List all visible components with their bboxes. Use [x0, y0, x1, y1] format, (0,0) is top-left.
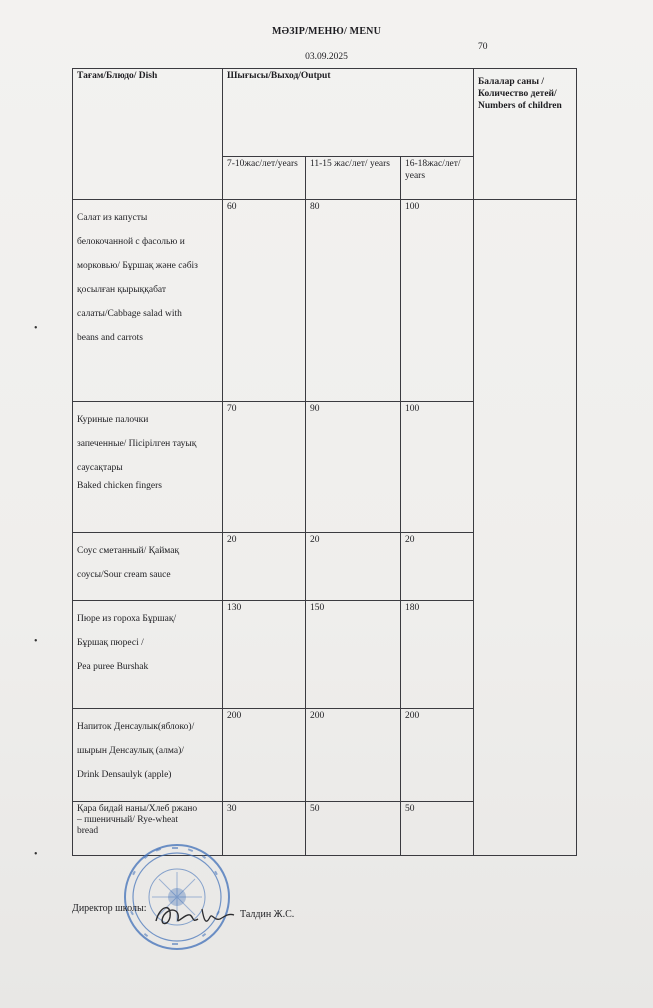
dish-line: Drink Densaulyk (apple) [77, 770, 172, 780]
output-16-18: 180 [401, 601, 474, 709]
document-date: 03.09.2025 [305, 52, 348, 62]
output-11-15: 90 [306, 402, 401, 533]
output-header: Шығысы/Выход/Output [223, 69, 474, 157]
dish-cell [73, 533, 223, 601]
dish-cell [73, 200, 223, 402]
output-7-10: 70 [223, 402, 306, 533]
dish-name [77, 535, 218, 587]
output-7-10: 30 [223, 802, 306, 856]
dish-cell [73, 601, 223, 709]
output-7-10: 60 [223, 200, 306, 402]
dish-line: bread [77, 826, 99, 836]
dish-line: белокочанной с фасолью и [77, 237, 185, 247]
margin-dot: • [34, 323, 38, 334]
output-11-15: 20 [306, 533, 401, 601]
dish-line: Салат из капусты [77, 213, 148, 223]
margin-dot: • [34, 636, 38, 647]
dish-line: beans and carrots [77, 333, 143, 343]
director-label: Директор школы: [72, 903, 147, 914]
output-7-10: 20 [223, 533, 306, 601]
document-title: МӘЗІР/МЕНЮ/ MENU [271, 26, 382, 37]
dish-line: Қара бидай наны/Хлеб ржано [77, 804, 198, 814]
table-row [73, 200, 577, 402]
dish-line: саусақтары [77, 463, 123, 473]
dish-line: шырын Денсаулық (алма)/ [77, 746, 184, 756]
dish-header: Тағам/Блюдо/ Dish [73, 69, 223, 200]
output-11-15: 80 [306, 200, 401, 402]
dish-line: соусы/Sour cream sauce [77, 570, 171, 580]
margin-dot: • [34, 849, 38, 860]
age-group-7-10: 7-10жас/лет/years [223, 157, 306, 200]
dish-line: Куриные палочки [77, 415, 149, 425]
dish-line: запеченные/ Пісірілген тауық [77, 439, 197, 449]
dish-line: Pea puree Burshak [77, 662, 149, 672]
output-16-18: 100 [401, 402, 474, 533]
table-header-row [73, 69, 577, 157]
director-signature-icon [150, 895, 240, 935]
dish-name [77, 711, 218, 787]
dish-cell [73, 709, 223, 802]
dish-line: Соус сметанный/ Қаймақ [77, 546, 180, 556]
output-16-18: 200 [401, 709, 474, 802]
output-11-15: 150 [306, 601, 401, 709]
dish-cell [73, 402, 223, 533]
dish-line: морковью/ Бұршақ және сәбіз [77, 261, 198, 271]
dish-line: Напиток Денсаулык(яблоко)/ [77, 722, 195, 732]
output-16-18: 100 [401, 200, 474, 402]
children-header-text: Балалар саны /Количество детей/ Numbers of children [478, 77, 562, 111]
dish-name [77, 202, 218, 350]
age-group-16-18: 16-18жас/лет/ years [401, 157, 474, 200]
dish-line: Baked chicken fingers [77, 481, 162, 491]
output-16-18: 50 [401, 802, 474, 856]
dish-name [77, 603, 218, 679]
dish-line: Пюре из гороха Бұршақ/ [77, 614, 177, 624]
output-11-15: 50 [306, 802, 401, 856]
output-7-10: 130 [223, 601, 306, 709]
dish-line: салаты/Cabbage salad with [77, 309, 182, 319]
children-header [474, 69, 577, 200]
dish-line: Бұршақ пюресі / [77, 638, 144, 648]
dish-name [77, 404, 218, 492]
dish-line: қосылған қырыққабат [77, 285, 167, 295]
output-7-10: 200 [223, 709, 306, 802]
children-count: 70 [478, 42, 488, 52]
output-16-18: 20 [401, 533, 474, 601]
age-group-11-15: 11-15 жас/лет/ years [306, 157, 401, 200]
output-11-15: 200 [306, 709, 401, 802]
director-name: Талдин Ж.С. [240, 909, 295, 920]
dish-line: – пшеничный/ Rye-wheat [77, 815, 179, 825]
dish-name [77, 804, 218, 837]
